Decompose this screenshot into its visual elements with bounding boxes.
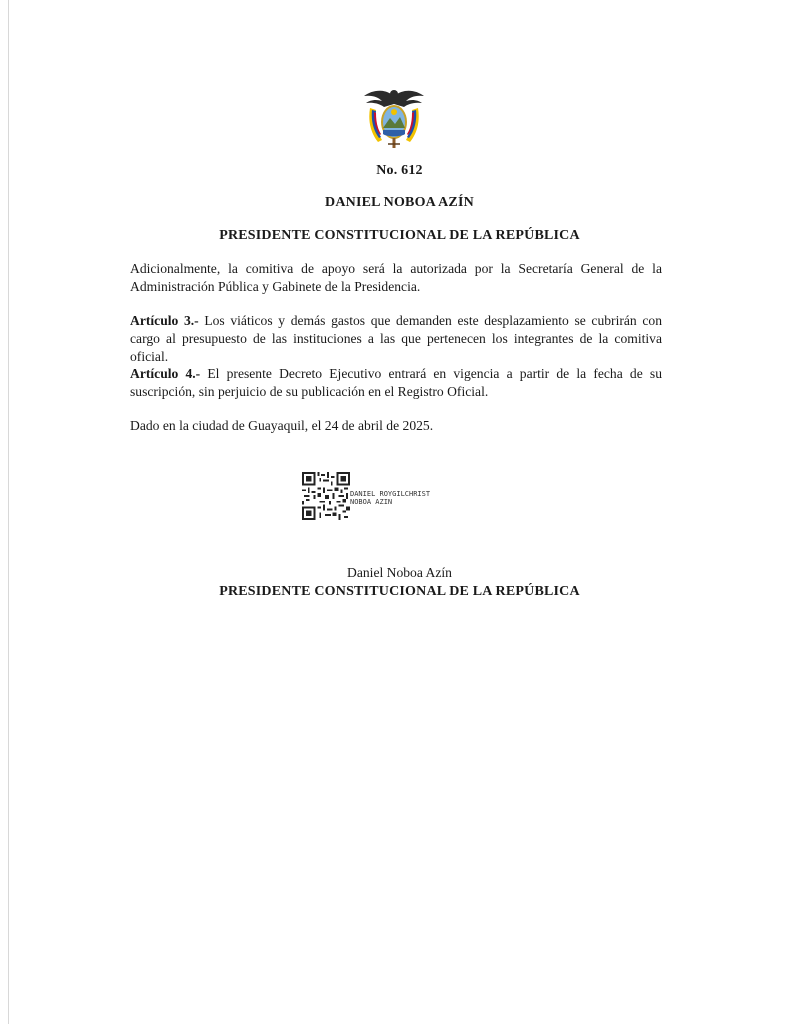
articulo-4-label: Artículo 4.- [130,366,201,381]
president-name-heading: DANIEL NOBOA AZÍN [325,195,474,210]
articulo-3-text: Los viáticos y demás gastos que demanden este desplazamiento se cubrirán con cargo al presupuesto de las instituciones a las que pertenecen los integrantes de la comitiva oficial. [130,313,662,364]
signer-name: Daniel Noboa Azín [347,565,452,580]
signer-title: PRESIDENTE CONSTITUCIONAL DE LA REPÚBLICA [219,584,580,599]
president-title-heading: PRESIDENTE CONSTITUCIONAL DE LA REPÚBLICA [219,228,580,243]
paragraph-articulo-3 [130,312,662,366]
signature-stamp-line-2: NOBOA AZIN [350,498,393,506]
page-edge-divider [8,0,9,1024]
signature-stamp-line-1: DANIEL ROYGILCHRIST [350,490,431,498]
decree-number: No. 612 [376,163,423,178]
electronic-signature-stamp [350,490,430,506]
articulo-3-label: Artículo 3.- [130,313,199,328]
coat-of-arms-icon [362,84,426,150]
paragraph-dado-en: Dado en la ciudad de Guayaquil, el 24 de abril de 2025. [130,418,434,433]
qr-code-icon [302,472,350,520]
articulo-4-text: El presente Decreto Ejecutivo entrará en vigencia a partir de la fecha de su suscripción, sin perjuicio de su publicación en el Registro Oficial. [130,366,662,399]
paragraph-comitiva: Adicionalmente, la comitiva de apoyo será la autorizada por la Secretaría General de la Administración Pública y Gabinete de la Presidencia. [130,261,662,294]
paragraph-articulo-4 [130,365,662,401]
